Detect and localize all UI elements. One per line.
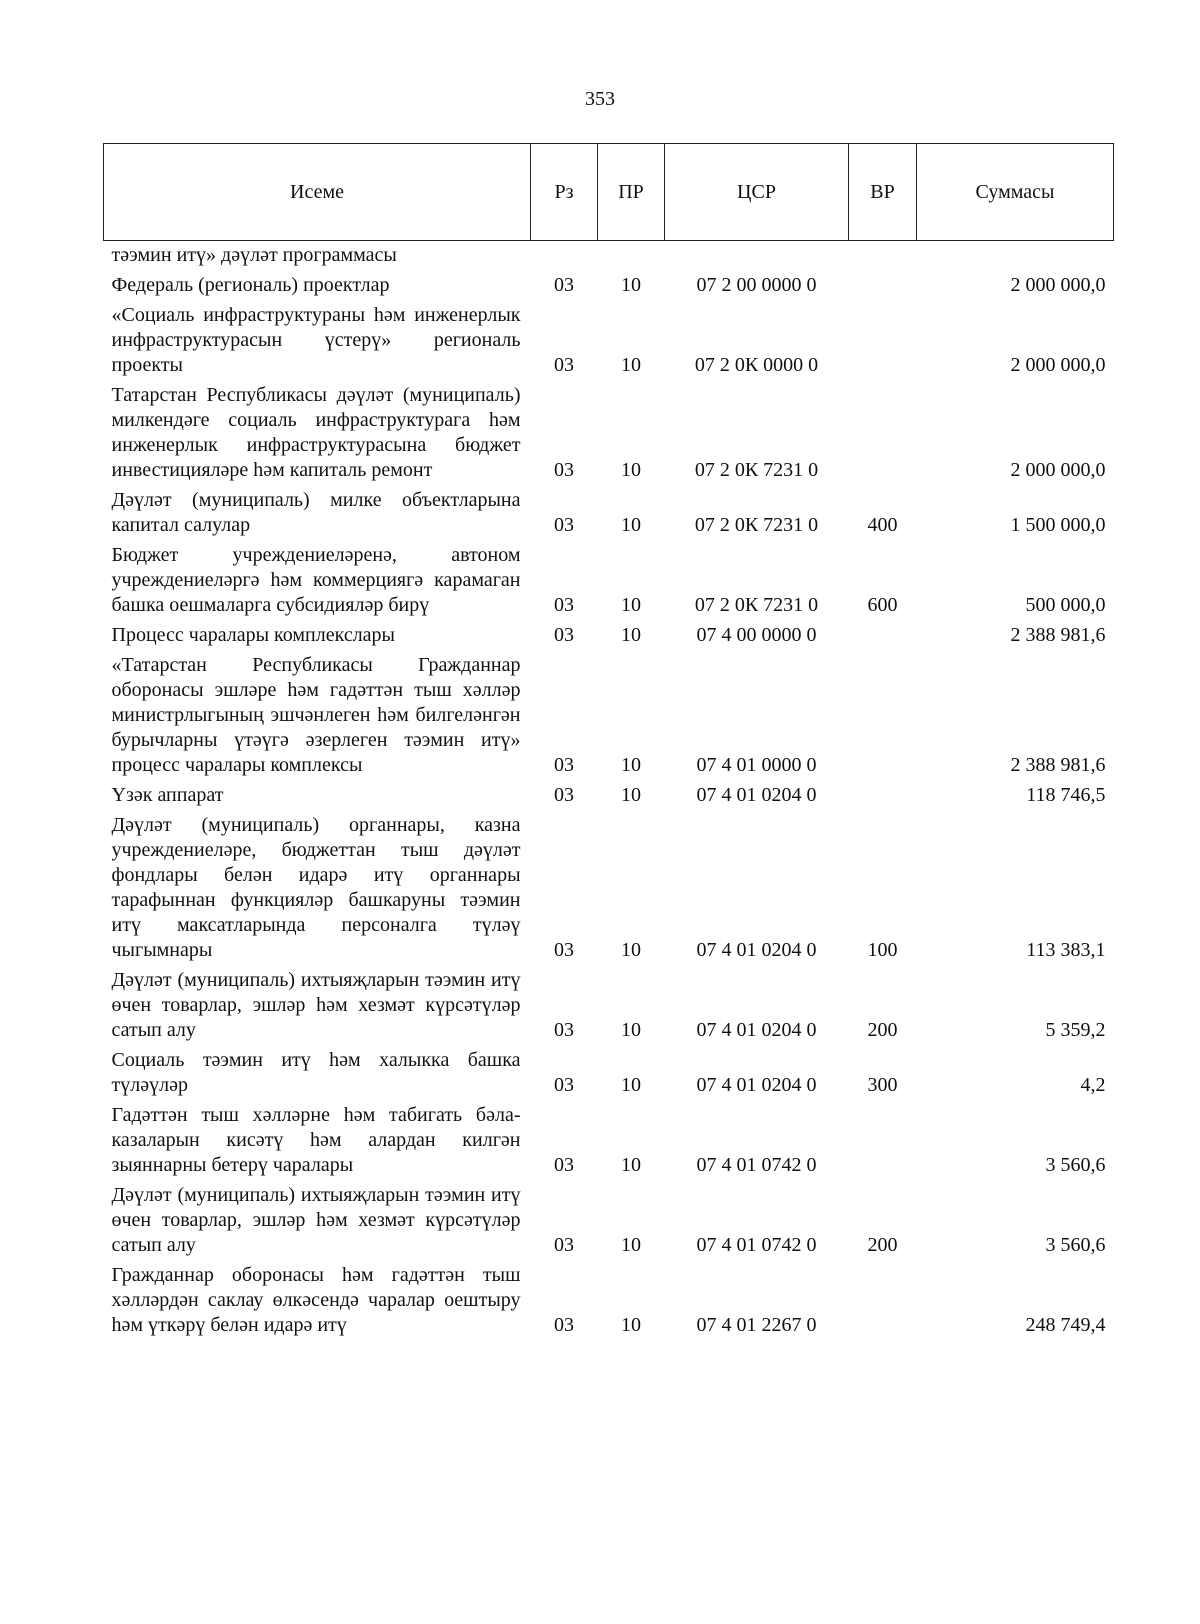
row-csr: 07 2 0К 7231 0 (694, 459, 819, 481)
table-header-row (104, 144, 1114, 241)
row-pr: 10 (621, 784, 641, 806)
row-pr (598, 241, 665, 274)
row-pr: 10 (621, 1019, 641, 1041)
table-row (104, 273, 1114, 303)
row-rz (531, 241, 598, 274)
row-vr (849, 653, 917, 783)
row-name: Дәүләт (муниципаль) ихтыяҗларын тәэмин итү өчен товарлар, эшләр һәм хезмәт күрсәтүләр сатып алу (111, 1184, 521, 1256)
row-rz: 03 (554, 754, 574, 776)
row-rz: 03 (554, 594, 574, 616)
row-pr: 10 (621, 459, 641, 481)
table-row (104, 623, 1114, 653)
row-name: Дәүләт (муниципаль) милке объектларына капитал салулар (111, 489, 521, 536)
row-sum: 2 388 981,6 (1010, 624, 1106, 646)
header-sum: Суммасы (917, 144, 1114, 241)
row-sum: 4,2 (1080, 1074, 1106, 1096)
row-rz: 03 (554, 274, 574, 296)
row-sum: 500 000,0 (1025, 594, 1106, 616)
row-sum: 2 388 981,6 (1010, 754, 1106, 776)
row-vr (849, 383, 917, 488)
row-pr: 10 (621, 939, 641, 961)
row-csr: 07 4 01 0204 0 (696, 1074, 817, 1096)
table-row (104, 1048, 1114, 1103)
row-pr: 10 (621, 354, 641, 376)
header-csr: ЦСР (665, 144, 849, 241)
table-row (104, 383, 1114, 488)
row-name: тәэмин итү» дәүләт программасы (111, 244, 397, 266)
row-sum (917, 241, 1114, 274)
row-csr: 07 4 00 0000 0 (696, 624, 817, 646)
row-sum: 3 560,6 (1045, 1154, 1106, 1176)
row-pr: 10 (621, 274, 641, 296)
row-csr (665, 241, 849, 274)
row-csr: 07 4 01 0204 0 (696, 1019, 817, 1041)
row-name: Үзәк аппарат (111, 784, 224, 806)
row-sum: 2 000 000,0 (1010, 274, 1106, 296)
row-csr: 07 4 01 0000 0 (696, 754, 817, 776)
row-sum: 3 560,6 (1045, 1234, 1106, 1256)
row-name: Гражданнар оборонасы һәм гадәттән тыш хәлләрдән саклау өлкәсендә чаралар оештыру һәм үткәрү белән идарә итү (111, 1264, 521, 1336)
row-csr: 07 2 0К 0000 0 (694, 354, 819, 376)
row-csr: 07 4 01 0204 0 (696, 784, 817, 806)
row-vr (849, 1263, 917, 1343)
row-pr: 10 (621, 1234, 641, 1256)
row-rz: 03 (554, 624, 574, 646)
row-rz: 03 (554, 784, 574, 806)
row-name: Дәүләт (муниципаль) органнары, казна учреждениеләре, бюджеттан тыш дәүләт фондлары белән идарә итү органнары тарафыннан функцияләр башкаруны тәэмин итү максатларында персоналга түләү чыгымнары (111, 814, 521, 961)
table-row (104, 543, 1114, 623)
row-name: Процесс чаралары комплекслары (111, 624, 395, 646)
row-pr: 10 (621, 754, 641, 776)
row-name: «Татарстан Республикасы Гражданнар оборонасы эшләре һәм гадәттән тыш хәлләр министрлыгының эшчәнлеген һәм билгеләнгән бурычларны үтәүгә әзерлеген тәэмин итү» процесс чаралары комплексы (111, 654, 521, 776)
header-name: Исеме (104, 144, 531, 241)
table-row (104, 1263, 1114, 1343)
row-sum: 1 500 000,0 (1010, 514, 1106, 536)
header-rz: Рз (531, 144, 598, 241)
table-row (104, 783, 1114, 813)
page-number: 353 (585, 88, 615, 110)
row-vr: 300 (867, 1074, 898, 1096)
row-sum: 118 746,5 (1026, 784, 1106, 806)
row-rz: 03 (554, 1234, 574, 1256)
row-pr: 10 (621, 1314, 641, 1336)
row-pr: 10 (621, 624, 641, 646)
row-name: Дәүләт (муниципаль) ихтыяҗларын тәэмин итү өчен товарлар, эшләр һәм хезмәт күрсәтүләр сатып алу (111, 969, 521, 1041)
row-name: Федераль (региональ) проектлар (111, 274, 390, 296)
row-rz: 03 (554, 1074, 574, 1096)
row-csr: 07 4 01 0742 0 (696, 1154, 817, 1176)
table-row (104, 968, 1114, 1048)
row-vr: 400 (867, 514, 898, 536)
row-name: «Социаль инфраструктураны һәм инженерлык инфраструктурасын үстерү» региональ проекты (111, 304, 521, 376)
table-row (104, 813, 1114, 968)
row-pr: 10 (621, 594, 641, 616)
table-row (104, 303, 1114, 383)
table-row (104, 1103, 1114, 1183)
row-name: Социаль тәэмин итү һәм халыкка башка түләүләр (111, 1049, 521, 1096)
row-csr: 07 2 00 0000 0 (696, 274, 817, 296)
row-vr (849, 623, 917, 653)
table-row (104, 1183, 1114, 1263)
row-name: Бюджет учреждениеләренә, автоном учреждениеләргә һәм коммерциягә карамаган башка оешмаларга субсидияләр бирү (111, 544, 521, 616)
row-pr: 10 (621, 1154, 641, 1176)
row-csr: 07 4 01 2267 0 (696, 1314, 817, 1336)
row-vr (849, 303, 917, 383)
row-sum: 5 359,2 (1045, 1019, 1106, 1041)
row-pr: 10 (621, 1074, 641, 1096)
row-rz: 03 (554, 1154, 574, 1176)
row-name: Гадәттән тыш хәлләрне һәм табигать бәла-казаларын кисәтү һәм алардан килгән зыяннарны бетерү чаралары (111, 1104, 521, 1176)
table-row (104, 241, 1114, 274)
row-vr: 200 (867, 1019, 898, 1041)
row-sum: 2 000 000,0 (1010, 459, 1106, 481)
row-csr: 07 4 01 0742 0 (696, 1234, 817, 1256)
row-vr: 200 (867, 1234, 898, 1256)
row-pr: 10 (621, 514, 641, 536)
table-row (104, 488, 1114, 543)
row-rz: 03 (554, 354, 574, 376)
row-csr: 07 2 0К 7231 0 (694, 594, 819, 616)
table-body (104, 241, 1114, 1344)
row-sum: 2 000 000,0 (1010, 354, 1106, 376)
row-csr: 07 4 01 0204 0 (696, 939, 817, 961)
row-rz: 03 (554, 1019, 574, 1041)
row-sum: 113 383,1 (1026, 939, 1106, 961)
row-vr: 600 (867, 594, 898, 616)
row-csr: 07 2 0К 7231 0 (694, 514, 819, 536)
row-rz: 03 (554, 939, 574, 961)
row-name: Татарстан Республикасы дәүләт (муниципаль) милкендәге социаль инфраструктурага һәм инженерлык инфраструктурасына бюджет инвестицияләре һәм капиталь ремонт (111, 384, 521, 481)
table-row (104, 653, 1114, 783)
row-vr (849, 1103, 917, 1183)
header-vr: ВР (849, 144, 917, 241)
row-vr: 100 (867, 939, 898, 961)
row-rz: 03 (554, 514, 574, 536)
row-vr (849, 273, 917, 303)
row-vr (849, 783, 917, 813)
row-rz: 03 (554, 1314, 574, 1336)
header-pr: ПР (598, 144, 665, 241)
row-sum: 248 749,4 (1025, 1314, 1106, 1336)
row-vr (849, 241, 917, 274)
row-rz: 03 (554, 459, 574, 481)
budget-table (103, 143, 1114, 1343)
